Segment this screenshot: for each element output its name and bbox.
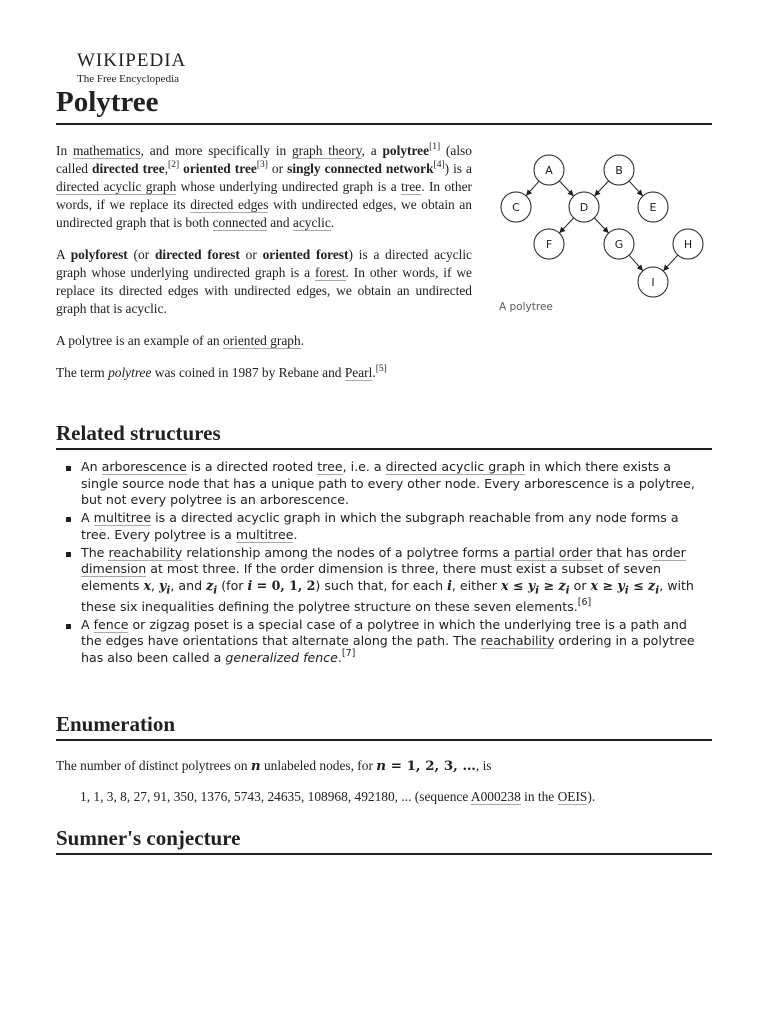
text: (sequence [411,789,471,804]
edge-d-f [559,218,573,233]
link-pearl[interactable]: Pearl [344,365,373,380]
text: unlabeled nodes, for [260,758,377,773]
text: ordering in a polytree has also been called a [81,633,695,665]
math-sub-i: i [655,584,660,597]
text: A [81,510,94,525]
text: in the [520,789,558,804]
math-y: y [159,577,167,593]
link-fence[interactable]: fence [93,616,129,632]
math-op: ≤ [508,577,528,593]
polytree-diagram [497,150,712,298]
math-z: z [558,577,566,593]
link-multitree[interactable]: multitree [93,510,152,525]
term-polytree-italic: polytree [108,365,152,380]
node-d [569,192,599,222]
link-directed-acyclic-graph[interactable]: directed acyclic graph [56,179,177,194]
text: or [267,161,288,176]
math-sub-i: i [535,584,540,597]
text: is a directed rooted [186,459,318,474]
text: A [81,616,94,632]
text: . In other words, if we replace its [56,179,472,212]
text: or zigzag poset is a special case of a polytree in which the underlying tree is a path and the edges have orientations that alternate along the path. The [81,616,687,649]
term-oriented-forest: oriented forest [262,247,349,262]
text: A polytree is an example of an [56,333,223,348]
math-z: z [206,577,214,593]
text: , a [361,143,383,158]
text: A [56,247,71,262]
node-g [604,229,634,259]
term-singly-connected-network: singly connected network [287,161,434,176]
math-y: y [617,577,625,593]
text: , with these six inequalities defining the polytree structure on these seven elements. [81,577,694,614]
ref-7[interactable]: [7] [341,647,356,659]
text: , and more specifically in [140,143,292,158]
figure-caption: A polytree [499,301,553,313]
node-label: C [512,201,520,214]
text: . [337,649,342,665]
node-label: H [683,238,693,251]
math-i: i [247,577,253,593]
node-label: I [651,276,655,289]
math-n: n [250,758,261,774]
link-arborescence[interactable]: arborescence [101,459,187,474]
link-directed-edges[interactable]: directed edges [190,197,269,212]
list-item-multitree [64,510,709,543]
math-x: x [500,577,509,593]
node-f [534,229,564,259]
ref-1[interactable]: [1] [429,142,441,152]
link-oeis[interactable]: OEIS [557,789,588,804]
text: , either [451,577,501,593]
text: ) is a [444,161,472,176]
math-i: i [447,577,452,593]
math-x: x [590,577,599,593]
ref-4[interactable]: [4] [433,160,445,170]
math-op: ≥ [598,577,618,593]
text: The number of distinct polytrees on [56,758,251,773]
polytree-figure[interactable] [497,150,712,303]
text: , [151,577,160,593]
math-values: = 1, 2, 3, … [386,758,476,774]
section-heading-sumners-conjecture: Sumner's conjecture [56,825,712,855]
math-x: x [143,577,152,593]
link-tree[interactable]: tree [317,459,343,474]
section-heading-enumeration: Enumeration [56,711,712,741]
edge-a-d [559,181,573,196]
math-sub-i: i [213,584,218,597]
text: . [372,365,376,380]
text: The [81,544,109,560]
lead-paragraph-2 [56,246,472,318]
node-label: A [545,164,553,177]
text: An [81,459,102,474]
edge-b-d [594,181,608,196]
text: is a directed acyclic graph in which the subgraph reachable from any node forms a tree. Every polytree is a [81,510,679,542]
node-label: D [579,201,589,214]
logo-tagline: The Free Encyclopedia [77,73,180,85]
edge-a-c [526,181,539,196]
node-h [673,229,703,259]
term-oriented-tree: oriented tree [183,161,257,176]
term-generalized-fence: generalized fence [225,649,338,665]
link-reachability[interactable]: reachability [108,544,183,560]
math-values: = 0, 1, 2 [252,577,316,593]
term-directed-forest: directed forest [154,247,240,262]
text: in which there exists a single source node that has a unique path to every other node. Every arborescence is a polytree, but not every polytree is an arborescence. [81,459,695,507]
lead-paragraph-3 [56,332,472,350]
enumeration-paragraph [56,757,712,775]
link-acyclic[interactable]: acyclic [292,215,331,230]
lead-section [56,142,472,396]
list-item-fence [64,617,709,667]
sequence-values: 1, 1, 3, 8, 27, 91, 350, 1376, 5743, 24635, 108968, 492180, ... [80,789,412,804]
text: ). [587,789,596,804]
math-sub-i: i [166,584,171,597]
link-graph-theory[interactable]: graph theory [291,143,362,158]
link-mathematics[interactable]: mathematics [72,143,141,158]
text: The term [56,365,109,380]
link-oriented-graph[interactable]: oriented graph [222,333,301,348]
node-c [501,192,531,222]
text: with undirected edges, we obtain an undirected graph that is both [56,197,472,230]
list-item-arborescence [64,459,709,509]
link-reachability-2[interactable]: reachability [480,633,555,649]
enumeration-sequence [80,788,595,806]
text: , and [170,577,207,593]
node-label: B [615,164,623,177]
lead-paragraph-4 [56,364,472,382]
text: , is [475,758,492,773]
link-a000238[interactable]: A000238 [470,789,521,804]
text: , [164,161,169,176]
term-polytree: polytree [382,143,430,158]
link-tree[interactable]: tree [401,179,422,194]
ref-5[interactable]: [5] [375,364,387,374]
ref-6[interactable]: [6] [577,596,592,608]
math-sub-i: i [624,584,629,597]
text: (or [127,247,155,262]
ref-2[interactable]: [2] [168,160,180,170]
node-label: G [614,238,624,251]
lead-paragraph-1 [56,142,472,232]
edge-g-i [629,255,643,271]
edge-h-i [663,255,678,271]
text: at most three. If the order dimension is three, there must exist a subset of seven elements [81,561,661,593]
term-directed-tree: directed tree [92,161,165,176]
text: or [569,577,591,593]
related-structures-list [64,459,709,668]
text: . [300,333,305,348]
link-directed-acyclic-graph[interactable]: directed acyclic graph [385,459,526,474]
section-heading-related-structures: Related structures [56,420,712,450]
text: . [293,526,298,542]
text: whose underlying undirected graph is a [176,179,402,194]
node-b [604,155,634,185]
text: (for [217,577,248,593]
page-title: Polytree [56,82,712,125]
node-a [534,155,564,185]
text: (also called [56,143,472,176]
node-label: F [545,238,553,251]
text: relationship among the nodes of a polytree forms a [182,544,515,560]
text: , i.e. a [342,459,386,474]
text: . In other words, if we replace its directed edges with undirected edges, we obtain an undirected graph that is acyclic. [56,265,472,316]
math-op: ≤ [628,577,649,593]
math-z: z [648,577,656,593]
node-i [638,267,668,297]
math-n: n [376,758,387,774]
math-sub-i: i [565,584,570,597]
node-label: E [649,201,657,214]
link-order-dimension[interactable]: order dimension [81,544,686,576]
link-multitree-2[interactable]: multitree [235,526,294,542]
wikipedia-logo[interactable] [77,51,186,85]
link-connected[interactable]: connected [212,215,267,230]
edge-b-e [629,181,643,196]
term-polyforest: polyforest [70,247,128,262]
node-e [638,192,668,222]
link-forest[interactable]: forest [315,265,346,280]
logo-wordmark: WIKIPEDIA [77,50,187,71]
math-y: y [527,577,536,593]
text: was coined in 1987 by Rebane and [151,365,345,380]
ref-3[interactable]: [3] [256,160,268,170]
text: or [239,247,263,262]
text: . [330,215,335,230]
text: ) such that, for each [315,577,448,593]
math-op: ≥ [539,577,559,593]
list-item-reachability [64,545,709,616]
text: ) is a directed acyclic graph whose underlying undirected graph is a [56,247,473,280]
text: In [56,143,73,158]
edge-d-g [594,218,608,233]
text: that has [592,544,653,560]
link-partial-order[interactable]: partial order [514,544,593,560]
text: and [266,215,293,230]
